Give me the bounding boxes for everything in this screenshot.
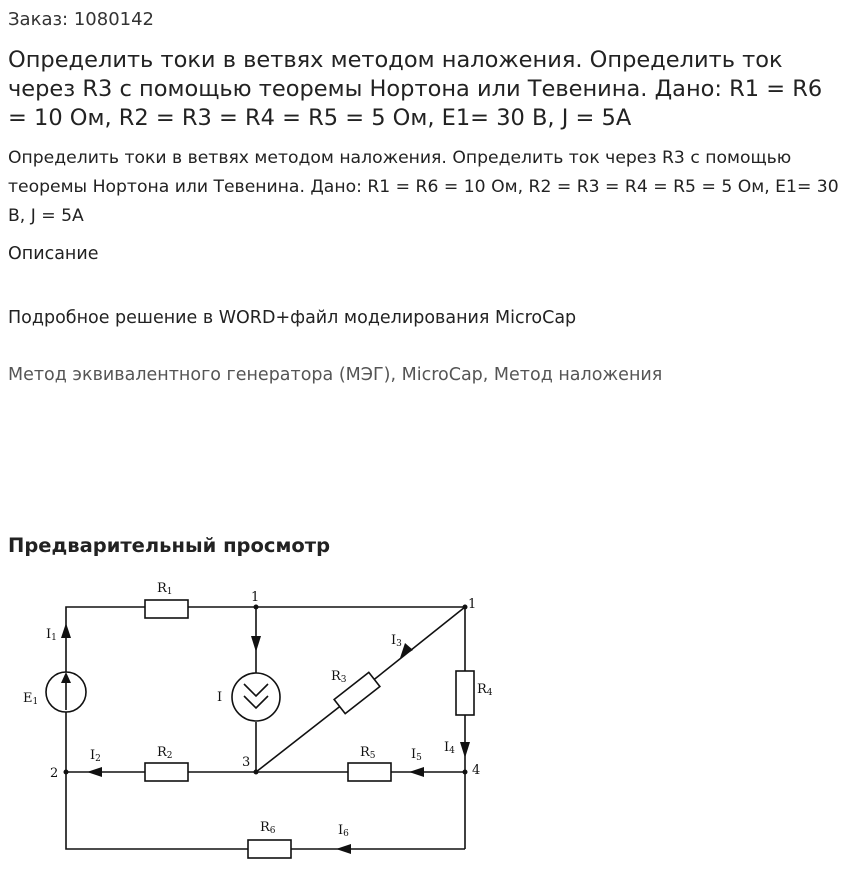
solution-detail: Подробное решение в WORD+файл моделирования MicroCap (8, 308, 577, 328)
preview-heading: Предварительный просмотр (8, 534, 331, 557)
resistor-r2 (145, 763, 188, 781)
wire-r3-upper (371, 607, 465, 682)
arrow-i4-icon (460, 742, 470, 758)
tag-link[interactable]: Метод наложения (493, 365, 663, 385)
page-title: Определить токи в ветвях методом наложения. Определить ток через R3 с помощью теоремы Нортона или Тевенина. Дано: R1 = R6 = 10 Ом, R2 = R3 = R4 = R5 = 5 Ом, E1= 30 В, J = 5А (8, 47, 823, 131)
node-dot (64, 770, 69, 775)
current-source-j (232, 673, 280, 721)
arrow-j-icon (251, 636, 261, 652)
label-r5: R5 (360, 745, 376, 761)
node-dot (254, 605, 259, 610)
label-j: I (217, 690, 223, 705)
label-i3: I3 (391, 633, 402, 649)
resistor-r4 (456, 671, 474, 715)
label-i1: I1 (46, 627, 57, 643)
node-label: 2 (50, 766, 59, 781)
node-dot (463, 770, 468, 775)
node-label: 1 (251, 590, 260, 605)
tag-separator: , (482, 365, 494, 385)
label-r1: R1 (157, 581, 173, 597)
label-r2: R2 (157, 745, 173, 761)
label-r4: R4 (477, 682, 493, 698)
resistor-r5 (348, 763, 391, 781)
node-label: 3 (242, 755, 251, 770)
label-e1: E1 (23, 691, 39, 707)
node-label: 4 (472, 763, 481, 778)
resistor-r1 (145, 600, 188, 618)
node-dot (463, 605, 468, 610)
label-r6: R6 (260, 820, 276, 836)
arrow-i5-icon (409, 767, 424, 777)
resistor-r6 (248, 840, 291, 858)
order-value: 1080142 (73, 9, 155, 30)
node-label: 1 (468, 597, 477, 612)
label-i6: I6 (338, 823, 349, 839)
circuit-diagram (0, 570, 520, 870)
tag-link[interactable]: Метод эквивалентного генератора (МЭГ) (8, 365, 391, 385)
label-i4: I4 (444, 740, 455, 756)
label-i2: I2 (90, 748, 101, 764)
arrow-i6-icon (336, 844, 351, 854)
tag-link[interactable]: MicroCap (401, 365, 483, 385)
order-number (8, 9, 154, 30)
description-heading: Описание (8, 244, 99, 264)
wire-left-top (66, 607, 145, 672)
label-r3: R3 (331, 669, 347, 685)
task-description: Определить токи в ветвях методом наложения. Определить ток через R3 с помощью теоремы Нортона или Тевенина. Дано: R1 = R6 = 10 Ом, R2 = R3 = R4 = R5 = 5 Ом, E1= 30 В, J = 5А (8, 148, 839, 226)
arrow-i2-icon (87, 767, 102, 777)
tag-list (8, 365, 662, 385)
node-dot (254, 770, 259, 775)
arrow-i3-icon (400, 643, 413, 658)
tag-separator: , (390, 365, 402, 385)
arrow-i1-icon (61, 623, 71, 638)
label-i5: I5 (411, 747, 422, 763)
order-label: Заказ: (8, 9, 69, 30)
